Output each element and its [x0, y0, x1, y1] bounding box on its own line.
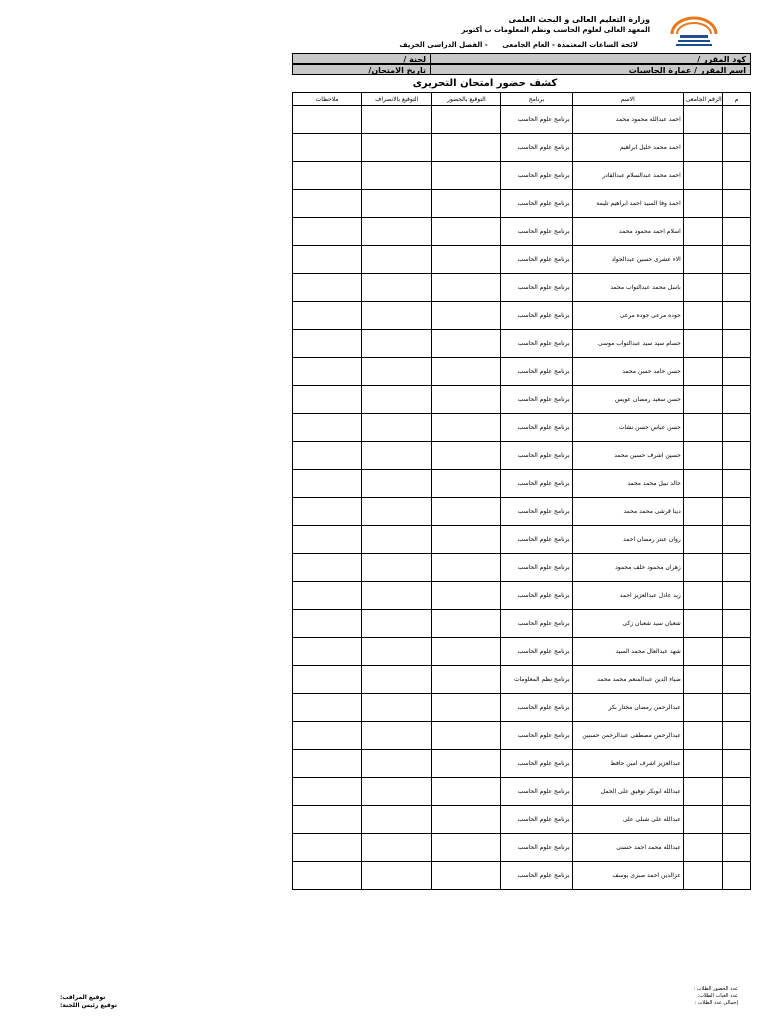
signatures-block — [60, 994, 117, 1010]
table-row — [293, 554, 751, 582]
cell-index — [722, 806, 750, 834]
cell-program: برنامج علوم الحاسب — [501, 778, 572, 806]
cell-attendance-signature — [432, 302, 501, 330]
cell-leave-signature — [362, 862, 432, 890]
table-row — [293, 190, 751, 218]
table-row — [293, 246, 751, 274]
cell-name: شهد عبدالعال محمد السيد — [572, 638, 683, 666]
cell-index — [722, 722, 750, 750]
col-name: الاسم — [572, 93, 683, 106]
cell-index — [722, 302, 750, 330]
cell-notes — [293, 778, 362, 806]
cell-name: عبدالله على شبلى على — [572, 806, 683, 834]
cell-leave-signature — [362, 190, 432, 218]
cell-name: جوده مرعى جوده مرعى — [572, 302, 683, 330]
cell-name: احمد عبدالله محمود محمد — [572, 106, 683, 134]
cell-leave-signature — [362, 134, 432, 162]
col-index: م — [722, 93, 750, 106]
cell-notes — [293, 638, 362, 666]
cell-leave-signature — [362, 302, 432, 330]
cell-university-id — [683, 274, 722, 302]
cell-name: شعبان سيد شعبان زكى — [572, 610, 683, 638]
cell-notes — [293, 526, 362, 554]
cell-name: احمد محمد عبدالسلام عبدالقادر — [572, 162, 683, 190]
table-row — [293, 162, 751, 190]
cell-university-id — [683, 834, 722, 862]
cell-notes — [293, 554, 362, 582]
table-row — [293, 694, 751, 722]
table-row — [293, 358, 751, 386]
table-row — [293, 778, 751, 806]
cell-index — [722, 582, 750, 610]
table-row — [293, 666, 751, 694]
sheet-title: كشف حضور امتحان التحريرى — [412, 78, 558, 89]
cell-attendance-signature — [432, 862, 501, 890]
cell-university-id — [683, 526, 722, 554]
committee-head-signature-label: توقيع رئيس اللجنة: — [60, 1002, 117, 1009]
cell-notes — [293, 498, 362, 526]
cell-program: برنامج علوم الحاسب — [501, 722, 572, 750]
cell-name: عبدالرحمن رمضان مختار بكر — [572, 694, 683, 722]
ministry-name: وزارة التعليم العالى و البحث العلمى — [508, 15, 650, 24]
cell-university-id — [683, 302, 722, 330]
table-row — [293, 582, 751, 610]
cell-notes — [293, 470, 362, 498]
header-term-line: لائحة الساعات المعتمدة - العام الجامعى - الفصل الدراسى الخريف — [399, 41, 638, 49]
cell-university-id — [683, 554, 722, 582]
cell-name: زيد عادل عبدالعزيز احمد — [572, 582, 683, 610]
cell-university-id — [683, 806, 722, 834]
cell-attendance-signature — [432, 358, 501, 386]
cell-index — [722, 526, 750, 554]
table-row — [293, 638, 751, 666]
cell-index — [722, 246, 750, 274]
cell-name: حسام سيد سيد عبدالتواب موسى — [572, 330, 683, 358]
cell-index — [722, 162, 750, 190]
cell-notes — [293, 162, 362, 190]
cell-index — [722, 638, 750, 666]
cell-program: برنامج علوم الحاسب — [501, 190, 572, 218]
cell-leave-signature — [362, 330, 432, 358]
cell-name: اسلام احمد محمود محمد — [572, 218, 683, 246]
cell-attendance-signature — [432, 274, 501, 302]
cell-attendance-signature — [432, 666, 501, 694]
cell-index — [722, 330, 750, 358]
cell-index — [722, 106, 750, 134]
cell-university-id — [683, 442, 722, 470]
cell-attendance-signature — [432, 610, 501, 638]
cell-name: خالد نبيل محمد محمد — [572, 470, 683, 498]
cell-leave-signature — [362, 414, 432, 442]
cell-name: حسن سعيد رمضان عويس — [572, 386, 683, 414]
cell-leave-signature — [362, 666, 432, 694]
cell-leave-signature — [362, 162, 432, 190]
cell-leave-signature — [362, 694, 432, 722]
cell-leave-signature — [362, 274, 432, 302]
cell-name: عبدالرحمن مصطفى عبدالرحمن حسنين — [572, 722, 683, 750]
attendance-table — [292, 92, 751, 890]
cell-university-id — [683, 190, 722, 218]
table-header-row — [293, 93, 751, 106]
cell-notes — [293, 610, 362, 638]
cell-university-id — [683, 666, 722, 694]
attendees-count-label: عدد الحضور الطلاب : — [693, 986, 738, 992]
cell-attendance-signature — [432, 834, 501, 862]
course-code-box: كود المقرر / — [430, 53, 751, 64]
cell-university-id — [683, 386, 722, 414]
cell-index — [722, 386, 750, 414]
cell-leave-signature — [362, 806, 432, 834]
table-row — [293, 330, 751, 358]
cell-university-id — [683, 638, 722, 666]
cell-attendance-signature — [432, 554, 501, 582]
table-row — [293, 470, 751, 498]
cell-notes — [293, 722, 362, 750]
cell-leave-signature — [362, 834, 432, 862]
absentees-count-label: عدد الغياب الطلاب: — [697, 993, 738, 999]
cell-program: برنامج علوم الحاسب — [501, 246, 572, 274]
total-count-label: إجمالى عدد الطلاب : — [694, 1000, 738, 1006]
col-university-id: الرقم الجامعى — [683, 93, 722, 106]
cell-university-id — [683, 106, 722, 134]
cell-attendance-signature — [432, 442, 501, 470]
table-row — [293, 218, 751, 246]
cell-program: برنامج علوم الحاسب — [501, 218, 572, 246]
table-row — [293, 442, 751, 470]
cell-name: روان عنتر رمضان احمد — [572, 526, 683, 554]
cell-university-id — [683, 358, 722, 386]
cell-index — [722, 414, 750, 442]
cell-program: برنامج علوم الحاسب — [501, 386, 572, 414]
cell-leave-signature — [362, 722, 432, 750]
cell-attendance-signature — [432, 162, 501, 190]
col-notes: ملاحظات — [293, 93, 362, 106]
cell-program: برنامج علوم الحاسب — [501, 834, 572, 862]
cell-program: برنامج علوم الحاسب — [501, 638, 572, 666]
col-attendance-signature: التوقيع بالحضور — [432, 93, 501, 106]
table-row — [293, 834, 751, 862]
header-block — [330, 14, 650, 36]
cell-program: برنامج علوم الحاسب — [501, 162, 572, 190]
cell-program: برنامج علوم الحاسب — [501, 134, 572, 162]
cell-name: عبدالله محمد احمد حسنى — [572, 834, 683, 862]
cell-index — [722, 694, 750, 722]
cell-notes — [293, 274, 362, 302]
cell-leave-signature — [362, 106, 432, 134]
table-row — [293, 806, 751, 834]
cell-name: ضياء الدين عبدالمنعم محمد محمد — [572, 666, 683, 694]
table-row — [293, 134, 751, 162]
cell-university-id — [683, 134, 722, 162]
cell-attendance-signature — [432, 386, 501, 414]
cell-university-id — [683, 582, 722, 610]
exam-date-box: تاريخ الامتحان/ — [292, 64, 431, 75]
cell-attendance-signature — [432, 638, 501, 666]
cell-index — [722, 666, 750, 694]
table-row — [293, 302, 751, 330]
semester-label: الفصل الدراسى الخريف — [399, 41, 483, 49]
cell-index — [722, 218, 750, 246]
cell-notes — [293, 218, 362, 246]
cell-program: برنامج علوم الحاسب — [501, 302, 572, 330]
table-row — [293, 526, 751, 554]
cell-notes — [293, 190, 362, 218]
cell-attendance-signature — [432, 106, 501, 134]
cell-university-id — [683, 330, 722, 358]
cell-index — [722, 274, 750, 302]
cell-leave-signature — [362, 386, 432, 414]
cell-program: برنامج علوم الحاسب — [501, 862, 572, 890]
cell-name: عبدالعزيز اشرف امين حافظ — [572, 750, 683, 778]
table-row — [293, 498, 751, 526]
table-row — [293, 106, 751, 134]
cell-program: برنامج علوم الحاسب — [501, 330, 572, 358]
cell-leave-signature — [362, 610, 432, 638]
cell-index — [722, 190, 750, 218]
cell-notes — [293, 750, 362, 778]
cell-university-id — [683, 414, 722, 442]
cell-leave-signature — [362, 638, 432, 666]
cell-university-id — [683, 722, 722, 750]
cell-program: برنامج علوم الحاسب — [501, 470, 572, 498]
cell-leave-signature — [362, 218, 432, 246]
cell-program: برنامج علوم الحاسب — [501, 610, 572, 638]
table-row — [293, 862, 751, 890]
cell-program: برنامج علوم الحاسب — [501, 414, 572, 442]
cell-attendance-signature — [432, 806, 501, 834]
cell-university-id — [683, 470, 722, 498]
cell-program: برنامج علوم الحاسب — [501, 554, 572, 582]
cell-program: برنامج علوم الحاسب — [501, 442, 572, 470]
cell-leave-signature — [362, 582, 432, 610]
cell-attendance-signature — [432, 778, 501, 806]
institute-logo-icon — [668, 14, 720, 48]
cell-index — [722, 862, 750, 890]
cell-university-id — [683, 162, 722, 190]
academic-year-label: العام الجامعى — [502, 41, 550, 49]
cell-program: برنامج علوم الحاسب — [501, 750, 572, 778]
cell-index — [722, 554, 750, 582]
cell-leave-signature — [362, 554, 432, 582]
table-row — [293, 386, 751, 414]
regulation-label: لائحة الساعات المعتمدة — [557, 41, 638, 49]
cell-university-id — [683, 498, 722, 526]
cell-program: برنامج علوم الحاسب — [501, 498, 572, 526]
cell-leave-signature — [362, 246, 432, 274]
cell-attendance-signature — [432, 498, 501, 526]
cell-notes — [293, 246, 362, 274]
cell-attendance-signature — [432, 750, 501, 778]
cell-index — [722, 834, 750, 862]
cell-name: عبدالله ابوبكر توفيق على الجمل — [572, 778, 683, 806]
cell-name: احمد وفا السيد احمد ابراهيم تليمة — [572, 190, 683, 218]
cell-name: عزالدين احمد صبرى يوسف — [572, 862, 683, 890]
cell-notes — [293, 806, 362, 834]
cell-name: احمد محمد خليل ابراهيم — [572, 134, 683, 162]
cell-attendance-signature — [432, 526, 501, 554]
cell-attendance-signature — [432, 722, 501, 750]
cell-notes — [293, 386, 362, 414]
cell-leave-signature — [362, 526, 432, 554]
cell-attendance-signature — [432, 582, 501, 610]
cell-index — [722, 470, 750, 498]
cell-attendance-signature — [432, 218, 501, 246]
col-leave-signature: التوقيع بالانصراف — [362, 93, 432, 106]
cell-program: برنامج علوم الحاسب — [501, 526, 572, 554]
cell-program: برنامج علوم الحاسب — [501, 106, 572, 134]
counts-block — [648, 986, 738, 1007]
cell-index — [722, 778, 750, 806]
cell-notes — [293, 414, 362, 442]
cell-program: برنامج علوم الحاسب — [501, 358, 572, 386]
cell-university-id — [683, 218, 722, 246]
cell-leave-signature — [362, 442, 432, 470]
cell-attendance-signature — [432, 330, 501, 358]
cell-notes — [293, 834, 362, 862]
cell-name: زهران محمود خلف محمود — [572, 554, 683, 582]
cell-attendance-signature — [432, 470, 501, 498]
cell-attendance-signature — [432, 694, 501, 722]
cell-index — [722, 134, 750, 162]
cell-notes — [293, 582, 362, 610]
institute-name: المعهد العالى لعلوم الحاسب ونظم المعلومات ب أكتوبر — [461, 26, 650, 34]
cell-index — [722, 442, 750, 470]
table-row — [293, 750, 751, 778]
table-row — [293, 274, 751, 302]
cell-program: برنامج علوم الحاسب — [501, 274, 572, 302]
cell-attendance-signature — [432, 414, 501, 442]
cell-notes — [293, 666, 362, 694]
cell-university-id — [683, 694, 722, 722]
cell-leave-signature — [362, 358, 432, 386]
cell-university-id — [683, 750, 722, 778]
cell-leave-signature — [362, 778, 432, 806]
table-row — [293, 414, 751, 442]
cell-university-id — [683, 862, 722, 890]
cell-program: برنامج نظم المعلومات — [501, 666, 572, 694]
cell-index — [722, 358, 750, 386]
cell-university-id — [683, 778, 722, 806]
cell-attendance-signature — [432, 134, 501, 162]
cell-name: حسن حامد حسن محمد — [572, 358, 683, 386]
cell-notes — [293, 442, 362, 470]
cell-program: برنامج علوم الحاسب — [501, 694, 572, 722]
committee-box: لجنة / — [292, 53, 431, 64]
cell-leave-signature — [362, 498, 432, 526]
cell-university-id — [683, 246, 722, 274]
cell-name: حسين اشرف حسين محمد — [572, 442, 683, 470]
cell-notes — [293, 862, 362, 890]
cell-notes — [293, 302, 362, 330]
cell-leave-signature — [362, 470, 432, 498]
table-row — [293, 610, 751, 638]
cell-notes — [293, 330, 362, 358]
table-row — [293, 722, 751, 750]
cell-index — [722, 498, 750, 526]
cell-attendance-signature — [432, 246, 501, 274]
cell-program: برنامج علوم الحاسب — [501, 806, 572, 834]
course-name-box: اسم المقرر / عمارة الحاسبات — [430, 64, 751, 75]
cell-notes — [293, 694, 362, 722]
cell-name: باسل محمد عبدالتواب محمد — [572, 274, 683, 302]
cell-notes — [293, 106, 362, 134]
cell-attendance-signature — [432, 190, 501, 218]
cell-index — [722, 610, 750, 638]
cell-notes — [293, 358, 362, 386]
cell-university-id — [683, 610, 722, 638]
cell-name: حسن عباس حسن نشات — [572, 414, 683, 442]
cell-name: دينا قرشى محمد محمد — [572, 498, 683, 526]
cell-leave-signature — [362, 750, 432, 778]
cell-notes — [293, 134, 362, 162]
col-program: برنامج — [501, 93, 572, 106]
cell-index — [722, 750, 750, 778]
cell-name: الاء عشرى حسين عبدالجواد — [572, 246, 683, 274]
observer-signature-label: توقيع المراقب: — [60, 994, 106, 1001]
cell-program: برنامج علوم الحاسب — [501, 582, 572, 610]
